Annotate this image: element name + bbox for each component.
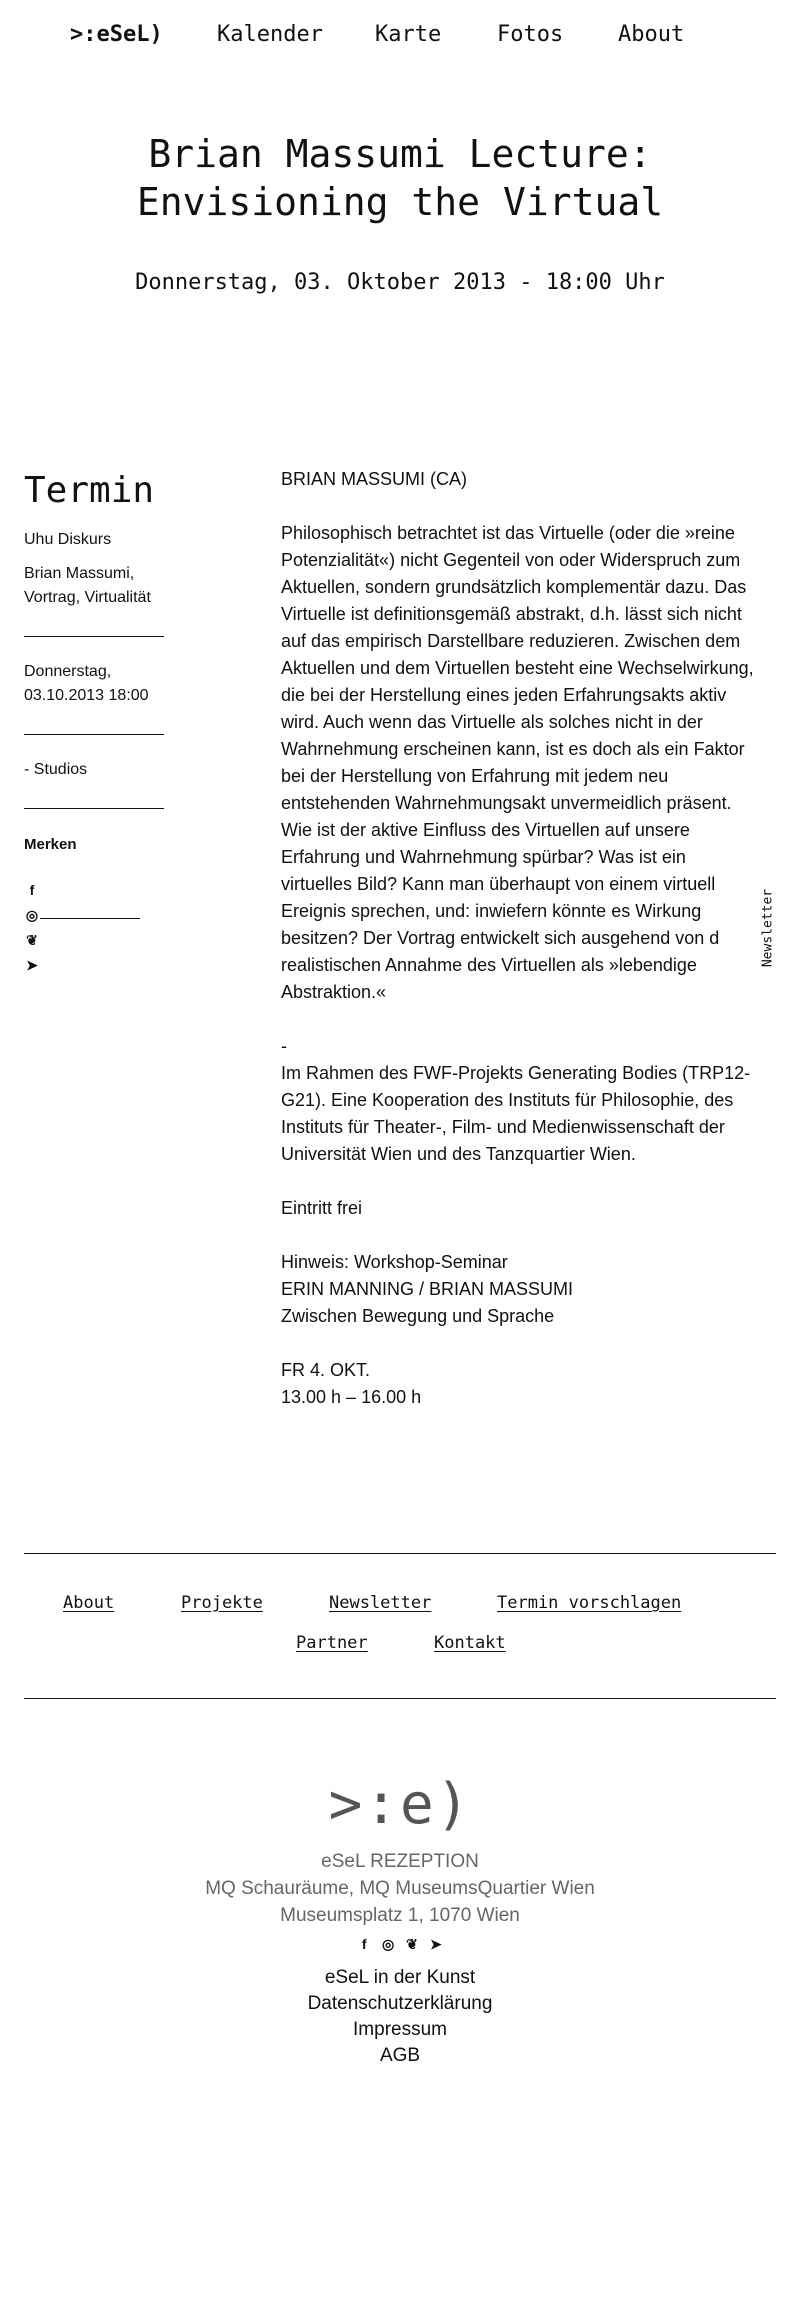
nav-link-fotos[interactable]: Fotos	[497, 22, 564, 47]
event-description	[281, 466, 761, 1411]
telegram-icon[interactable]: ➤	[429, 1936, 442, 1952]
admission-info: Eintritt frei	[281, 1198, 363, 1218]
hint-date: FR 4. OKT.	[281, 1360, 371, 1380]
footer-link-datenschutz[interactable]: Datenschutzerklärung	[307, 1993, 493, 2014]
event-tags[interactable]: Brian Massumi, Vortrag, Virtualität	[24, 565, 151, 606]
footer-link-projekte[interactable]: Projekte	[181, 1593, 263, 1613]
speaker-name: BRIAN MASSUMI (CA)	[281, 469, 468, 489]
footer-social-icons	[0, 1936, 800, 1953]
top-navigation	[0, 20, 800, 54]
instagram-icon[interactable]: ◎	[381, 1936, 395, 1952]
sidebar-divider	[24, 808, 164, 809]
newsletter-tab[interactable]	[755, 888, 781, 968]
footer-address: Museumsplatz 1, 1070 Wien	[280, 1905, 520, 1926]
site-logo[interactable]: >:eSeL)	[70, 22, 163, 47]
footer-divider	[24, 1553, 776, 1554]
twitter-icon[interactable]: ❦	[406, 1936, 418, 1952]
footer-link-esel-in-der-kunst[interactable]: eSeL in der Kunst	[324, 1967, 476, 1988]
footer-link-kontakt[interactable]: Kontakt	[434, 1633, 506, 1653]
nav-link-karte[interactable]: Karte	[375, 22, 442, 47]
footer-divider	[24, 1698, 776, 1699]
bookmark-label[interactable]: Merken	[24, 836, 77, 853]
nav-link-kalender[interactable]: Kalender	[217, 22, 323, 47]
project-paragraph: Im Rahmen des FWF-Projekts Generating Bodies (TRP12-G21). Eine Kooperation des Instituts für Philosophie, des Instituts für Theater-, Film- und Medienwissenschaft der Universität Wien und des Tanzquartier Wien.	[281, 1063, 751, 1164]
description-paragraph: Philosophisch betrachtet ist das Virtuelle (oder die »reine Potenzialität«) nicht Gegenteil von oder Widerspruch zum Aktuellen, sondern grundsätzlich komplementär dazu. Das Virtuelle ist definitionsgemäß abstrakt, d.h. lässt sich nicht auf das empirisch Darstellbare reduzieren. Zwischen dem Aktuellen und dem Virtuellen besteht eine Wechselwirkung, die bei der Herstellung eines jeden Erfahrungsakts aktiv wird. Auch wenn das Virtuelle als solches nicht in der Wahrnehmung erscheinen kann, ist es doch als ein Faktor bei der Herstellung von Erfahrung mit jedem neu entstehenden Wahrnehmungsakt unvermeidlich präsent. Wie ist der aktive Einfluss des Virtuellen auf unsere Erfahrung und Wahrnehmung spürbar? Was ist ein virtuelles Bild? Kann man überhaupt von einem virtuell Ereignis sprechen, und: inwiefern könnte es Wirkung besitzen? Der Vortrag entwickelt sich ausgehend von d realistischen Annahme des Virtuellen als »lebendige Abstraktion.«	[281, 523, 754, 1002]
footer-org-name: eSeL REZEPTION	[321, 1851, 479, 1872]
sidebar-divider	[24, 636, 164, 637]
separator-dash: -	[281, 1036, 287, 1056]
hint-names: ERIN MANNING / BRIAN MASSUMI	[281, 1279, 574, 1299]
footer-link-about[interactable]: About	[63, 1593, 115, 1613]
share-divider	[40, 918, 140, 919]
facebook-icon[interactable]: f	[29, 882, 35, 898]
hint-title: Zwischen Bewegung und Sprache	[281, 1306, 555, 1326]
instagram-icon[interactable]: ◎	[25, 907, 39, 923]
footer-link-newsletter[interactable]: Newsletter	[329, 1593, 432, 1613]
newsletter-tab-label: Newsletter	[760, 888, 776, 968]
sidebar-divider	[24, 734, 164, 735]
nav-link-about[interactable]: About	[618, 22, 685, 47]
telegram-icon[interactable]: ➤	[26, 957, 38, 973]
event-datetime: Donnerstag, 03.10.2013 18:00	[24, 663, 149, 704]
facebook-icon[interactable]: f	[361, 1936, 367, 1952]
event-date: Donnerstag, 03. Oktober 2013 - 18:00 Uhr	[135, 270, 665, 295]
twitter-icon[interactable]: ❦	[26, 932, 38, 948]
event-title: Brian Massumi Lecture: Envisioning the Virtual	[136, 132, 664, 224]
hint-label: Hinweis: Workshop-Seminar	[281, 1252, 508, 1272]
sidebar-heading: Termin	[24, 470, 155, 511]
footer-link-agb[interactable]: AGB	[379, 2045, 421, 2066]
footer-logo[interactable]: >:e)	[328, 1772, 472, 1837]
hint-time: 13.00 h – 16.00 h	[281, 1387, 422, 1407]
event-category[interactable]: Uhu Diskurs	[24, 531, 112, 548]
footer-venue: MQ Schauräume, MQ MuseumsQuartier Wien	[205, 1878, 595, 1899]
event-location[interactable]: - Studios	[24, 761, 88, 778]
footer-link-partner[interactable]: Partner	[296, 1633, 368, 1653]
footer-link-termin-vorschlagen[interactable]: Termin vorschlagen	[497, 1593, 682, 1613]
footer-link-impressum[interactable]: Impressum	[353, 2019, 447, 2040]
